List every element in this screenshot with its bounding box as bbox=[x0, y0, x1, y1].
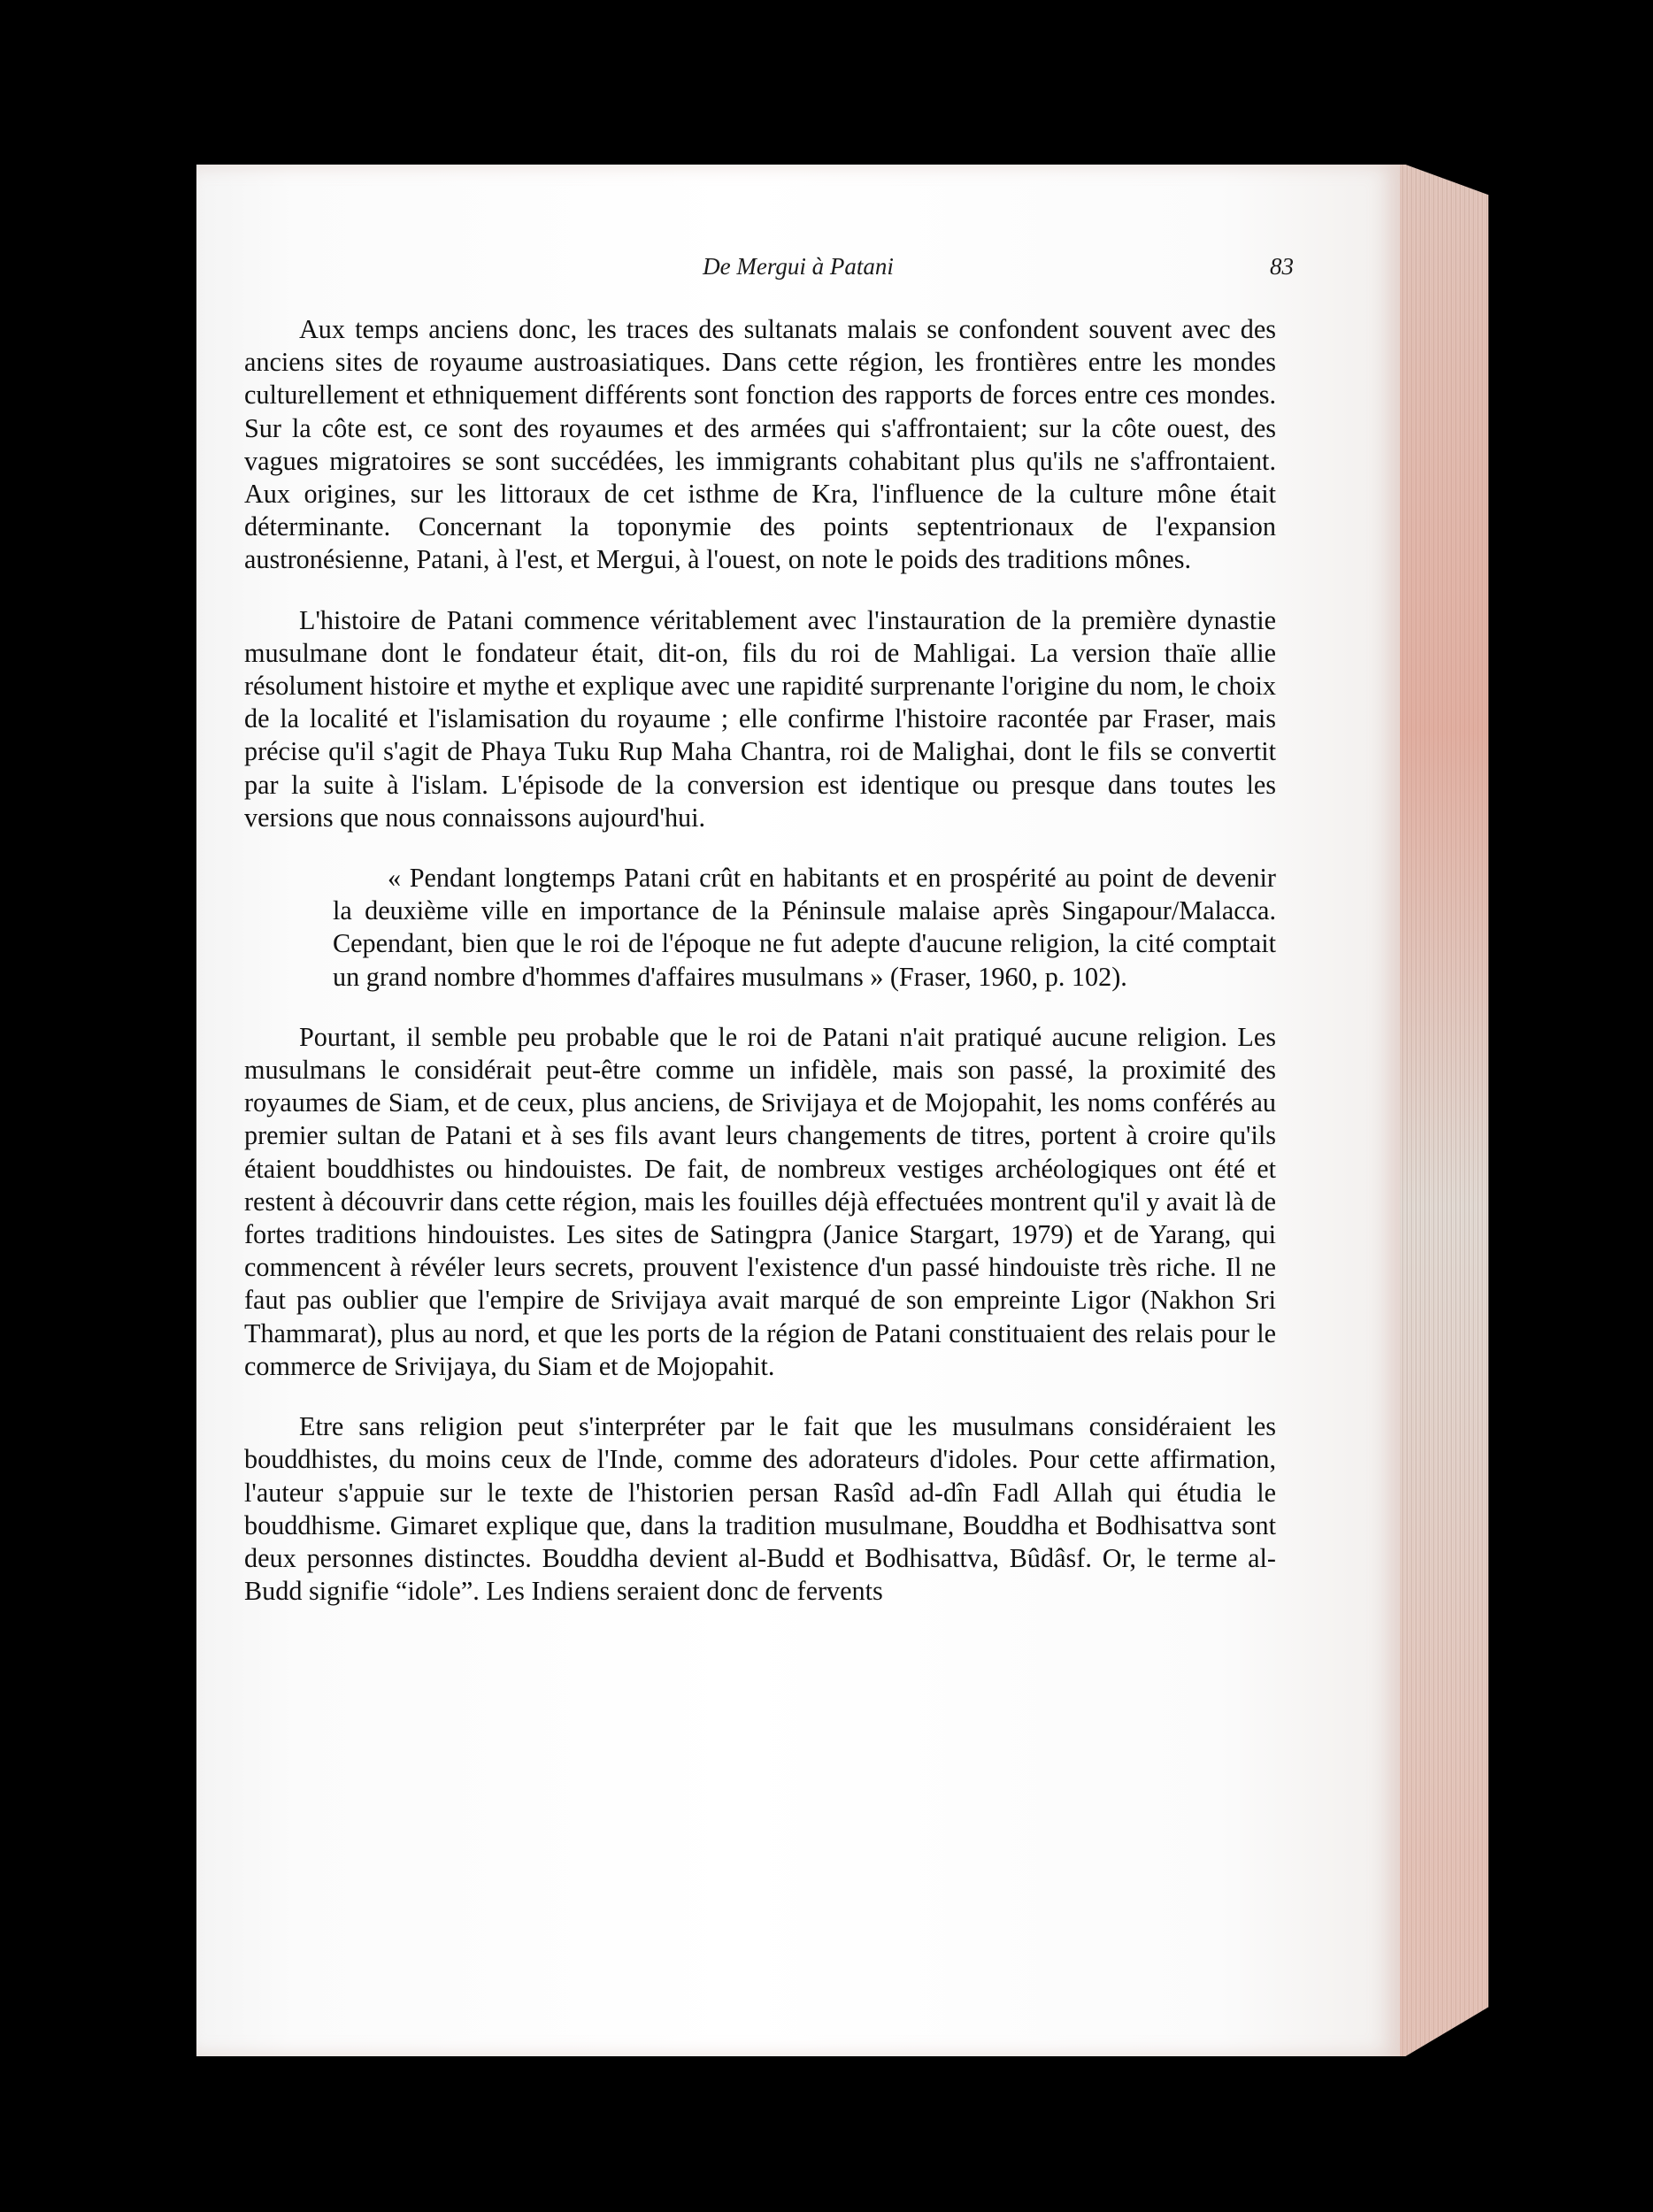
running-head bbox=[303, 253, 1294, 288]
paragraph-king-religion: Pourtant, il semble peu probable que le roi de Patani n'ait pratiqué aucune religion. Les musulmans le considérait peut-être comme un infidèle, mais son passé, la proximité des royaumes de Siam, et de ceux, plus anciens, de Srivijaya et de Mojopahit, les noms conférés au premier sultan de Patani et à ses fils avant leurs changements de titres, portent à croire qu'ils étaient bouddhistes ou hindouistes. De fait, de nombreux vestiges archéologiques ont été et restent à découvrir dans cette région, mais les fouilles déjà effectuées montrent qu'il y avait là de fortes traditions hindouistes. Les sites de Satingpra (Janice Stargart, 1979) et de Yarang, qui commencent à révéler leurs secrets, prouvent l'existence d'un passé hindouiste très riche. Il ne faut pas oublier que l'empire de Srivijaya avait marqué de son empreinte Ligor (Nakhon Sri Thammarat), plus au nord, et que les ports de la région de Patani constituaient des relais pour le commerce de Srivijaya, du Siam et de Mojopahit. bbox=[244, 1021, 1276, 1381]
book-page bbox=[196, 165, 1400, 2056]
open-book bbox=[196, 165, 1488, 2056]
page-number: 83 bbox=[1270, 253, 1294, 280]
block-quote-fraser: « Pendant longtemps Patani crût en habitants et en prospérité au point de devenir la deuxième ville en importance de la Péninsule malaise après Singapour/Malacca. Cependant, bien que le roi de l'époque ne fut adepte d'aucune religion, la cité comptait un grand nombre d'hommes d'affaires musulmans » (Fraser, 1960, p. 102). bbox=[333, 863, 1276, 992]
body-text bbox=[244, 313, 1276, 1608]
running-title: De Mergui à Patani bbox=[703, 253, 894, 280]
paragraph-origins: Aux temps anciens donc, les traces des sultanats malais se confondent souvent avec des anciens sites de royaume austroasiatiques. Dans cette région, les frontières entre les mondes culturellement et ethniquement différents sont fonction des rapports de forces entre ces mondes. Sur la côte est, ce sont des royaumes et des armées qui s'affrontaient; sur la côte ouest, des vagues migratoires se sont succédées, les immigrants cohabitant plus qu'ils ne s'affrontaient. Aux origines, sur les littoraux de cet isthme de Kra, l'influence de la culture mône était déterminante. Concernant la toponymie des points septentrionaux de l'expansion austronésienne, Patani, à l'est, et Mergui, à l'ouest, on note le poids des traditions mônes. bbox=[244, 314, 1276, 575]
paragraph-patani-history: L'histoire de Patani commence véritablement avec l'instauration de la première dynastie musulmane dont le fondateur était, dit-on, fils du roi de Mahligai. La version thaïe allie résolument histoire et mythe et explique avec une rapidité surprenante l'origine du nom, le choix de la localité et l'islamisation du royaume ; elle confirme l'histoire racontée par Fraser, mais précise qu'il s'agit de Phaya Tuku Rup Maha Chantra, roi de Malighai, dont le fils se convertit par la suite à l'islam. L'épisode de la conversion est identique ou presque dans toutes les versions que nous connaissons aujourd'hui. bbox=[244, 604, 1276, 833]
paragraph-without-religion: Etre sans religion peut s'interpréter par le fait que les musulmans considéraient les bouddhistes, du moins ceux de l'Inde, comme des adorateurs d'idoles. Pour cette affirmation, l'auteur s'appuie sur le texte de l'historien persan Rasîd ad-dîn Fadl Allah qui étudia le bouddhisme. Gimaret explique que, dans la tradition musulmane, Bouddha et Bodhisattva sont deux personnes distinctes. Bouddha devient al-Budd et Bodhisattva, Bûdâsf. Or, le terme al-Budd signifie “idole”. Les Indiens seraient donc de fervents bbox=[244, 1411, 1276, 1607]
